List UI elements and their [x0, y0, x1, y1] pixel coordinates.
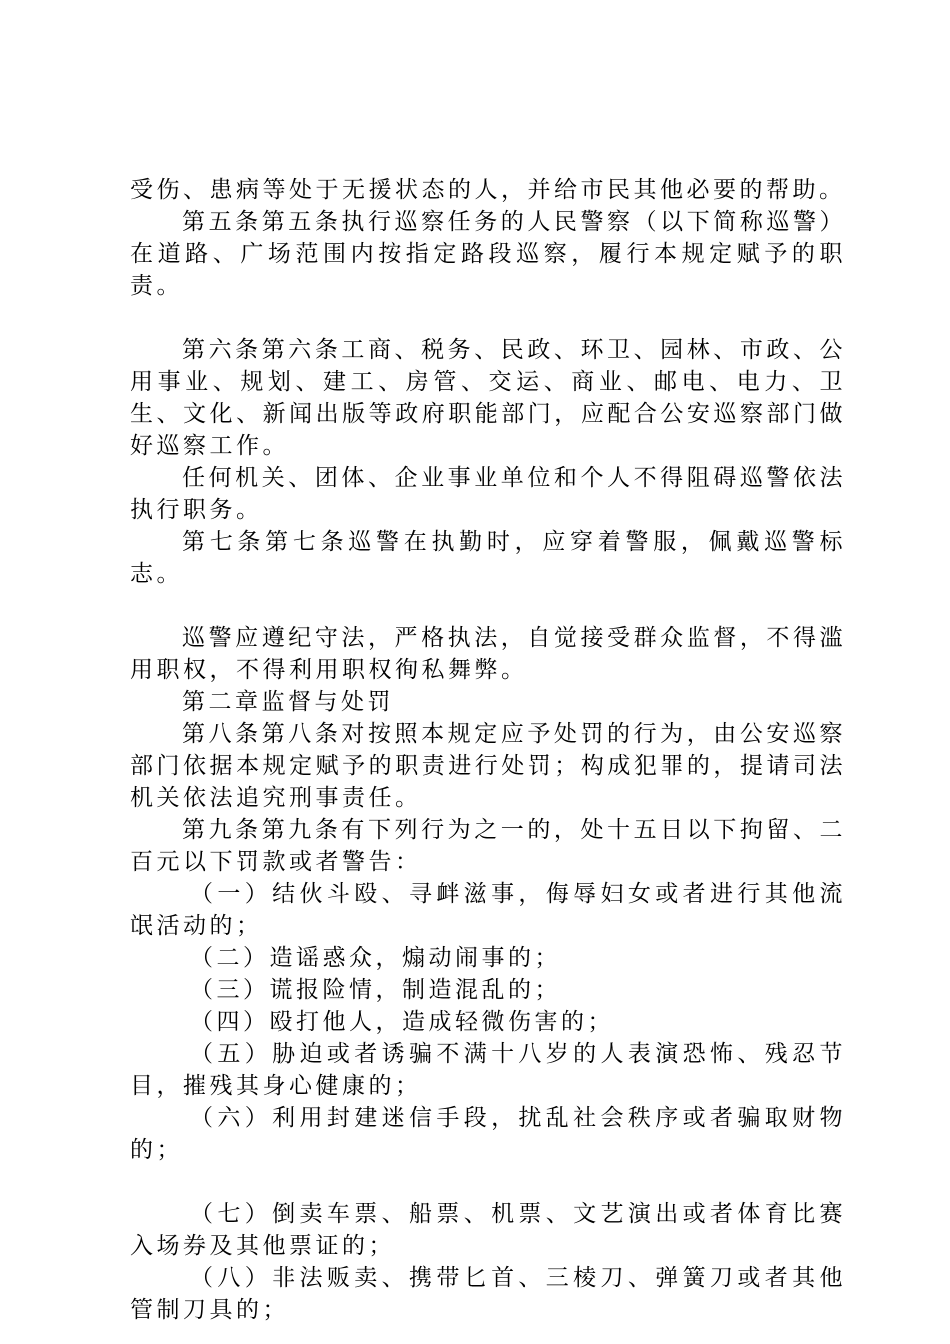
- article-7-clause-2: 巡警应遵纪守法，严格执法，自觉接受群众监督，不得滥用职权，不得利用职权徇私舞弊。: [130, 625, 846, 683]
- list-item: （六）利用封建迷信手段，扰乱社会秩序或者骗取财物的；: [130, 1105, 846, 1163]
- chapter-heading: 第二章监督与处罚: [182, 689, 394, 715]
- list-item: （一）结伙斗殴、寻衅滋事，侮辱妇女或者进行其他流氓活动的；: [130, 881, 846, 939]
- list-item: （七）倒卖车票、船票、机票、文艺演出或者体育比赛入场券及其他票证的；: [130, 1201, 846, 1259]
- article-6: 第六条第六条工商、税务、民政、环卫、园林、市政、公用事业、规划、建工、房管、交运、商业、邮电、电力、卫生、文化、新闻出版等政府职能部门，应配合公安巡察部门做好巡察工作。: [130, 337, 846, 459]
- article-5: 第五条第五条执行巡察任务的人民警察（以下简称巡警）在道路、广场范围内按指定路段巡察，履行本规定赋予的职责。: [130, 209, 846, 299]
- list-item: （八）非法贩卖、携带匕首、三棱刀、弹簧刀或者其他管制刀具的；: [130, 1265, 846, 1323]
- paragraph-continuation: 受伤、患病等处于无援状态的人，并给市民其他必要的帮助。: [130, 177, 846, 203]
- list-item: （四）殴打他人，造成轻微伤害的；: [190, 1009, 614, 1035]
- list-item: （三）谎报险情，制造混乱的；: [190, 977, 561, 1003]
- list-item: （二）造谣惑众，煽动闹事的；: [190, 945, 561, 971]
- list-item: （五）胁迫或者诱骗不满十八岁的人表演恐怖、残忍节目，摧残其身心健康的；: [130, 1041, 846, 1099]
- article-9: 第九条第九条有下列行为之一的，处十五日以下拘留、二百元以下罚款或者警告：: [130, 817, 846, 875]
- article-8: 第八条第八条对按照本规定应予处罚的行为，由公安巡察部门依据本规定赋予的职责进行处罚；构成犯罪的，提请司法机关依法追究刑事责任。: [130, 721, 846, 811]
- document-body: [130, 174, 846, 1326]
- article-7: 第七条第七条巡警在执勤时，应穿着警服，佩戴巡警标志。: [130, 529, 846, 587]
- article-6-clause-2: 任何机关、团体、企业事业单位和个人不得阻碍巡警依法执行职务。: [130, 465, 846, 523]
